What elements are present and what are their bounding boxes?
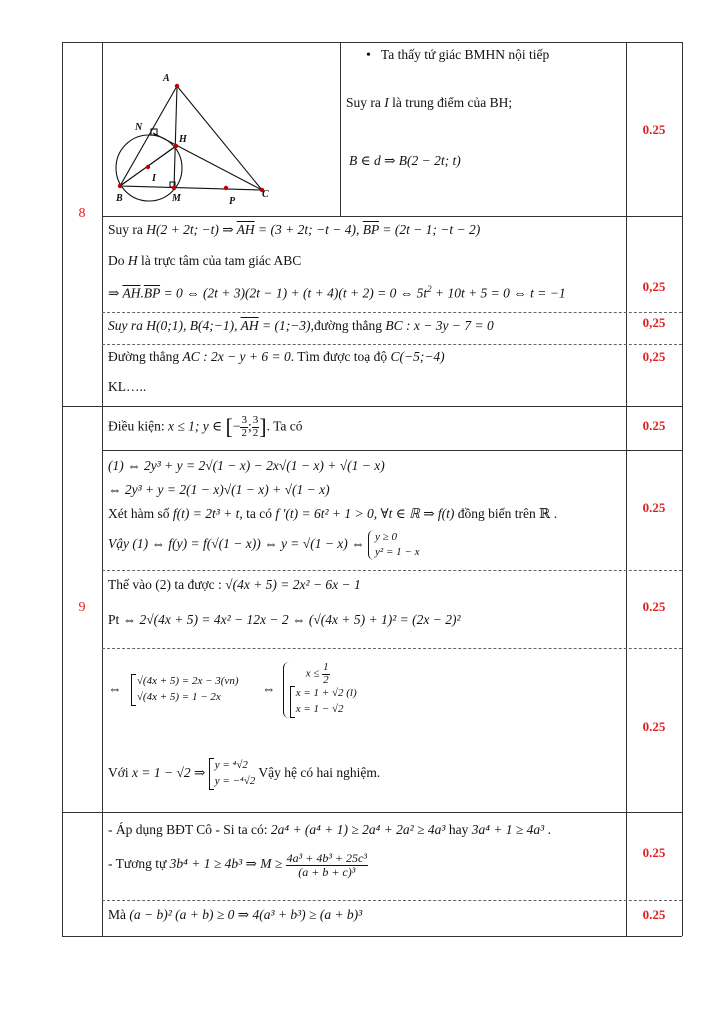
q8-orthocenter-line: Do H là trực tâm của tam giác ABC [108,253,302,268]
q8-divider-3 [102,344,682,345]
q9-bracket-3: y = ⁴√2 y = −⁴√2 [209,758,256,790]
fig-label-h: H [179,134,187,145]
q9-divider-3 [102,648,682,649]
column-divider-score [626,42,627,936]
q10-similar-line: - Tương tự 3b⁴ + 1 ≥ 4b³ ⇒ M ≥ $\frac{\text{4a³ + 4b³ + 25c³}}{\text{(a + b + c)³}}$ [108,851,367,879]
q10-score-1: 0.25 [642,845,666,860]
fig-label-a: A [163,73,170,84]
q9-score-1: 0.25 [642,418,666,433]
table-border-top [62,42,682,43]
q8-point-b-formula: B ∈ d ⇒ B(2 − 2t; t) [349,153,461,168]
row-divider-9-10 [62,812,682,813]
q10-divider-1 [102,900,682,901]
q9-solution-line: Với x = 1 − √2 ⇒ y = ⁴√2 y = −⁴√2 Vậy hệ có hai nghiệm. [108,758,380,790]
question-number-8: 8 [78,206,86,221]
column-divider-num [102,42,103,936]
question-number-9: 9 [78,600,86,615]
q8-divider-2 [102,312,682,313]
q9-frac-right: $\frac{3}{2}$ [252,414,259,439]
fig-label-c: C [262,189,269,200]
q9-pt-line: Pt ⇔ 2√(4x + 5) = 4x² − 12x − 2 ⇔ (√(4x + 5) + 1)² = (2x − 2)² [108,612,461,627]
q8-line-ac: Đường thẳng AC : 2x − y + 6 = 0. Tìm được toạ độ C(−5;−4) [108,349,445,364]
q9-therefore-line: Vậy (1) ⇔ f(y) = f(√(1 − x)) ⇔ y = √(1 − x) ⇔ y ≥ 0 y² = 1 − x [108,531,420,558]
q9-score-3: 0.25 [642,599,666,614]
triangle-figure [106,64,338,212]
q8-score-1: 0.25 [642,122,666,137]
fig-label-m: M [172,193,181,204]
q9-function-line: Xét hàm số f(t) = 2t³ + t, ta có f '(t) = 6t² + 1 > 0, ∀t ∈ ℝ ⇒ f(t) đồng biến trên ℝ . [108,506,558,521]
q9-condition-line: Điều kiện: x ≤ 1; y ∈ [− $\frac{3}{2}$ ; $\frac{3}{2}$ ]. Ta có [108,414,303,439]
q10-frac-m: $\frac{\text{4a³ + 4b³ + 25c³}}{\text{(a + b + c)³}}$ [286,851,367,879]
q10-cauchy-line: - Áp dụng BĐT Cô - Si ta có: 2a⁴ + (a⁴ + 1) ≥ 2a⁴ + 2a² ≥ 4a³ hay 3a⁴ + 1 ≥ 4a³ . [108,822,551,837]
column-divider-figure [340,42,341,216]
q8-bullet-text: Ta thấy tứ giác BMHN nội tiếp [380,47,550,62]
bullet-icon: • [366,48,371,63]
q8-dot-product-line: ⇒ $\overline{AH}.\overline{BP} = 0$ ⇔ (2t + 3)(2t − 1) + (t + 4)(t + 2) = 0 ⇔ $5t^2 + 10t + 5 = 0$ ⇔ t = −1 [108,284,566,301]
q9-frac-left: $\frac{3}{2}$ [241,414,247,439]
q8-midpoint-line: Suy ra I là trung điểm của BH; [346,95,513,110]
q8-score-4: 0,25 [642,349,666,364]
q10-but-line: Mà (a − b)² (a + b) ≥ 0 ⇒ 4(a³ + b³) ≥ (a + b)³ [108,907,363,922]
table-border-bottom [62,936,682,937]
q9-score-2: 0.25 [642,500,666,515]
q9-brace-cases: x ≤ $\frac{1}{2}$ x = 1 + √2 (l) x = 1 − √2 [283,662,357,718]
q10-score-2: 0.25 [642,907,666,922]
q9-system-brace: y ≥ 0 y² = 1 − x [368,530,419,560]
q9-score-4: 0.25 [642,719,666,734]
q9-divider-1 [102,450,682,451]
q9-substitute-line: Thế vào (2) ta được : √(4x + 5) = 2x² − 6x − 1 [108,577,361,592]
fig-label-i: I [152,173,156,184]
q9-bracket-1: √(4x + 5) = 2x − 3(vn) √(4x + 5) = 1 − 2x [131,674,239,706]
q9-eq1-line1: (1) ⇔ 2y³ + y = 2√(1 − x) − 2x√(1 − x) + √(1 − x) [108,458,385,473]
row-divider-8-9 [62,406,682,407]
q8-score-3: 0,25 [642,315,666,330]
q9-eq1-line2: ⇔ 2y³ + y = 2(1 − x)√(1 − x) + √(1 − x) [108,482,330,497]
q8-vectors-line: Suy ra H(2 + 2t; −t) ⇒ $\overline{AH} = (3 + 2t$; −t − 4), $\overline{BP} = (2t - 1$; −t − 2) [108,222,481,237]
table-border-left [62,42,63,936]
q9-divider-2 [102,570,682,571]
q8-conclusion: KL….. [108,379,147,394]
q9-bracket-2: x = 1 + √2 (l) x = 1 − √2 [290,686,357,718]
q8-line-bc: Suy ra H(0;1), B(4;−1), $\overline{AH}$ = (1;−3),đường thẳng BC : x − 3y − 7 = 0 [108,318,494,333]
q8-bullet-line [366,47,549,65]
q8-divider-1 [102,216,682,217]
fig-label-p: P [229,196,236,207]
fig-label-n: N [135,122,143,133]
q9-cases-line: ⇔ √(4x + 5) = 2x − 3(vn) √(4x + 5) = 1 − 2x ⇔ x ≤ $\frac{1}{2}$ x = 1 + √2 (l) x = 1 − √2 [108,662,357,718]
q8-score-2: 0,25 [642,279,666,294]
table-border-right [682,42,683,936]
fig-label-b: B [116,193,123,204]
